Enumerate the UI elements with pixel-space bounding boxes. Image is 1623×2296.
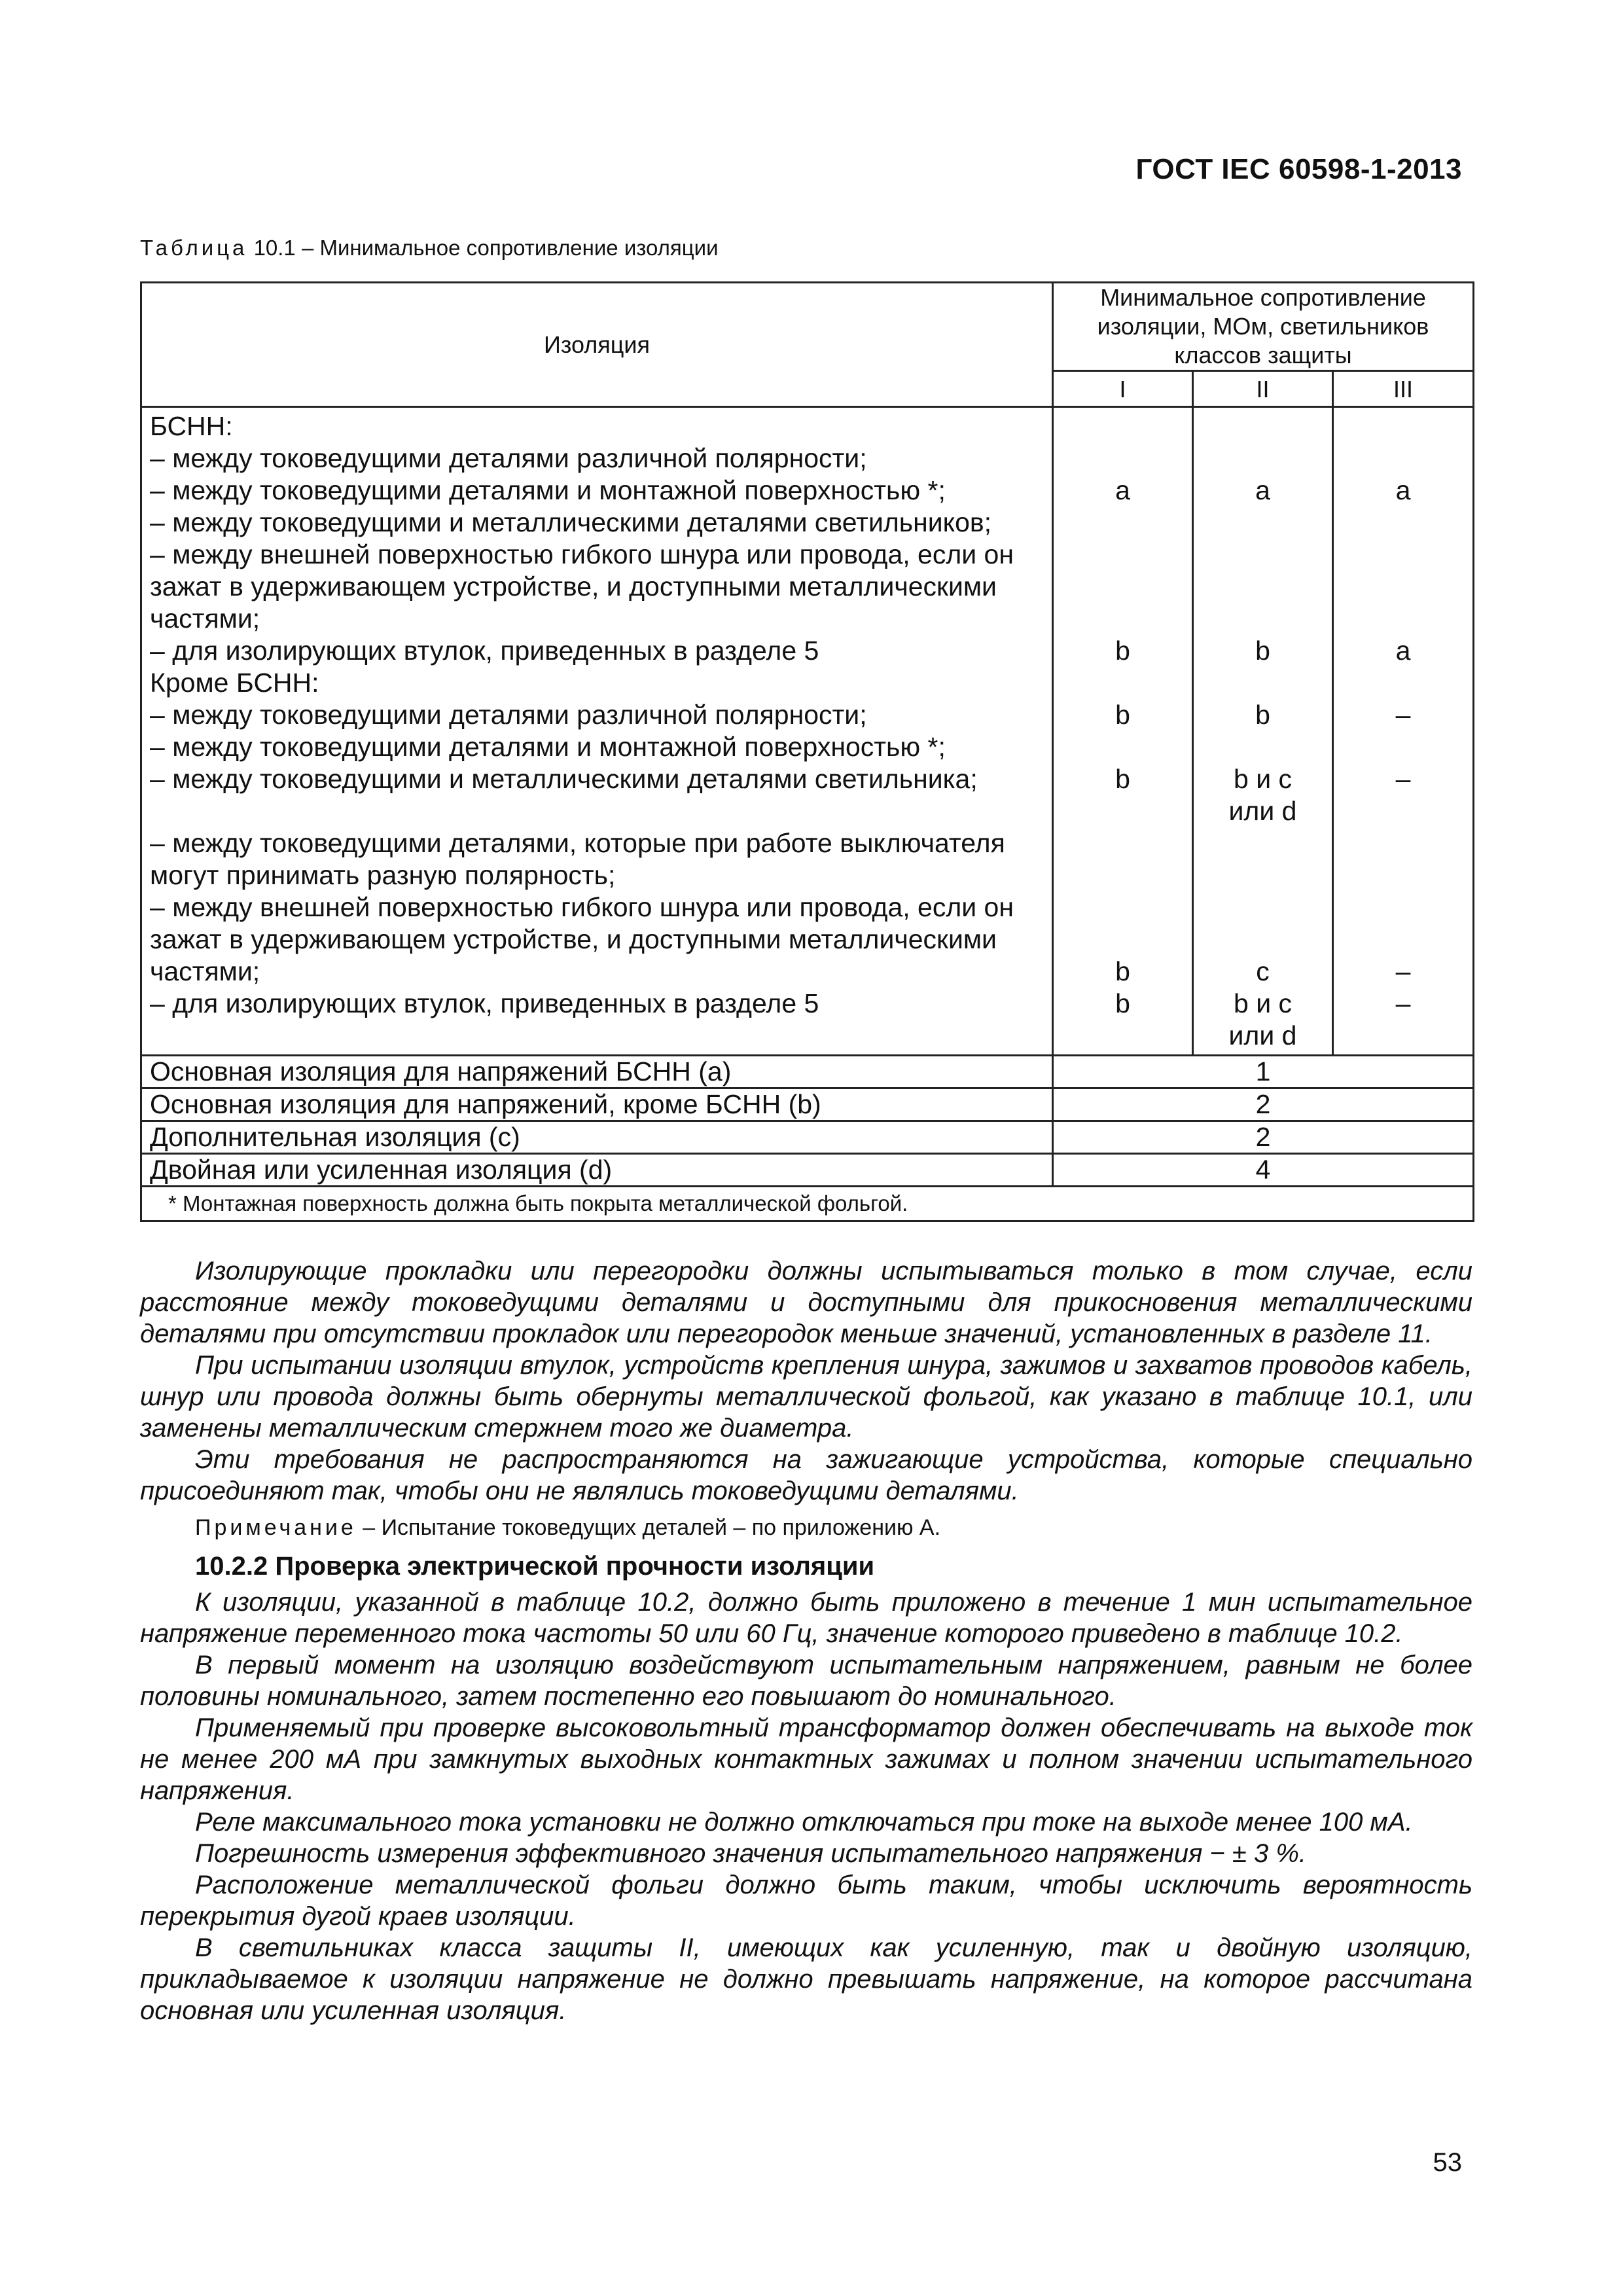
insulation-resistance-table: [140, 281, 1474, 1222]
paragraph: В первый момент на изоляцию воздействуют испытательным напряжением, равным не более половины номинального, затем постепенно его повышают до номинального.: [140, 1651, 1472, 1711]
summary-value: 2: [1053, 1121, 1474, 1154]
value-cell: b и c или d: [1228, 988, 1297, 1050]
note-label: Примечание: [195, 1515, 357, 1540]
value-cell: a: [1115, 475, 1130, 505]
value-cell: –: [1395, 956, 1411, 986]
paragraph: Погрешность измерения эффективного значения испытательного напряжения − ± 3 %.: [195, 1839, 1307, 1868]
summary-value: 2: [1053, 1088, 1474, 1121]
paragraph: Изолирующие прокладки или перегородки должны испытываться только в том случае, если расстояние между токоведущими деталями и доступными для прикосновения металлическими деталями при отсутствии прокладок или перегородок меньше значений, установленных в разделе 11.: [140, 1257, 1472, 1348]
table-footnote-row: [141, 1187, 1474, 1221]
row-text: – между токоведущими и металлическими деталями светильника;: [150, 764, 978, 794]
value-cell: b: [1115, 988, 1130, 1018]
row-text: – между токоведущими и металлическими деталями светильников;: [150, 507, 992, 537]
section-heading: 10.2.2 Проверка электрической прочности изоляции: [195, 1552, 875, 1581]
row-text: – между токоведущими деталями, которые при работе выключателя могут принимать разную полярность;: [150, 828, 1005, 890]
value-cell: –: [1395, 700, 1411, 730]
value-cell: c: [1256, 956, 1270, 986]
summary-row: [141, 1154, 1474, 1187]
page-number: 53: [1433, 2148, 1462, 2177]
table-header-row: [141, 283, 1474, 371]
table-caption-text: 10.1 – Минимальное сопротивление изоляции: [253, 236, 719, 260]
paragraph: К изоляции, указанной в таблице 10.2, должно быть приложено в течение 1 мин испытательное напряжение переменного тока частоты 50 или 60 Гц, значение которого приведено в таблице 10.2.: [140, 1588, 1472, 1648]
row-text: БСНН:: [150, 411, 233, 441]
summary-row: [141, 1088, 1474, 1121]
value-cell: a: [1395, 475, 1411, 505]
table-footnote: * Монтажная поверхность должна быть покрыта металлической фольгой.: [141, 1187, 1474, 1221]
header-resistance: Минимальное сопротивление изоляции, МОм, светильников классов защиты: [1053, 283, 1474, 371]
row-text: Кроме БСНН:: [150, 668, 319, 698]
value-cell: b: [1115, 636, 1130, 666]
value-cell: b: [1255, 700, 1270, 730]
class-3-values: [1333, 407, 1474, 1056]
body-text: [140, 1255, 1472, 2026]
value-cell: b и c или d: [1228, 764, 1297, 826]
row-text: – между токоведущими деталями и монтажной поверхностью *;: [150, 475, 946, 505]
paragraph: В светильниках класса защиты II, имеющих как усиленную, так и двойную изоляцию, прикладываемое к изоляции напряжение не должно превышать напряжение, на которое рассчитана основная или усиленная изоляция.: [140, 1933, 1472, 2025]
summary-value: 1: [1053, 1056, 1474, 1088]
header-class-1: I: [1053, 371, 1193, 407]
paragraph: Эти требования не распространяются на зажигающие устройства, которые специально присоединяют так, чтобы они не являлись токоведущими деталями.: [140, 1445, 1472, 1505]
value-cell: –: [1395, 988, 1411, 1018]
summary-row: [141, 1121, 1474, 1154]
table-caption: [140, 236, 719, 260]
summary-label: Основная изоляция для напряжений БСНН (a): [141, 1056, 1053, 1088]
row-text: – между токоведущими деталями и монтажной поверхностью *;: [150, 732, 946, 762]
paragraph: Реле максимального тока установки не должно отключаться при токе на выходе менее 100 мА.: [195, 1808, 1413, 1837]
value-cell: b: [1255, 636, 1270, 666]
summary-label: Дополнительная изоляция (c): [141, 1121, 1053, 1154]
summary-row: [141, 1056, 1474, 1088]
note: [140, 1512, 1472, 1543]
header-class-3: III: [1333, 371, 1474, 407]
class-2-values: [1193, 407, 1333, 1056]
note-text: – Испытание токоведущих деталей – по приложению А.: [363, 1515, 941, 1540]
table-caption-label: Таблица: [140, 236, 248, 260]
value-cell: b: [1115, 700, 1130, 730]
summary-value: 4: [1053, 1154, 1474, 1187]
value-cell: b: [1115, 956, 1130, 986]
value-cell: a: [1395, 636, 1411, 666]
value-cell: –: [1395, 764, 1411, 794]
paragraph: Расположение металлической фольги должно быть таким, чтобы исключить вероятность перекрытия дугой краев изоляции.: [140, 1871, 1472, 1931]
row-text: – между токоведущими деталями различной полярности;: [150, 443, 867, 473]
value-cell: b: [1115, 764, 1130, 794]
header-insulation: Изоляция: [141, 283, 1053, 407]
document-code: ГОСТ IEC 60598-1-2013: [1135, 153, 1462, 185]
row-text: – между токоведущими деталями различной полярности;: [150, 700, 867, 730]
table-body-row: [141, 407, 1474, 1056]
paragraph: Применяемый при проверке высоковольтный трансформатор должен обеспечивать на выходе ток не менее 200 мА при замкнутых выходных контактных зажимах и полном значении испытательного напряжения.: [140, 1713, 1472, 1805]
paragraph: При испытании изоляции втулок, устройств крепления шнура, зажимов и захватов проводов кабель, шнур или провода должны быть обернуты металлической фольгой, как указано в таблице 10.1, или заменены металлическим стержнем того же диаметра.: [140, 1351, 1472, 1443]
row-text: – между внешней поверхностью гибкого шнура или провода, если он зажат в удерживающем устройстве, и доступными металлическими частями;: [150, 539, 1014, 634]
insulation-description-cell: [141, 407, 1053, 1056]
summary-label: Двойная или усиленная изоляция (d): [141, 1154, 1053, 1187]
value-cell: a: [1255, 475, 1270, 505]
header-class-2: II: [1193, 371, 1333, 407]
row-text: – для изолирующих втулок, приведенных в разделе 5: [150, 988, 819, 1018]
class-1-values: [1053, 407, 1193, 1056]
row-text: – для изолирующих втулок, приведенных в разделе 5: [150, 636, 819, 666]
row-text: – между внешней поверхностью гибкого шнура или провода, если он зажат в удерживающем устройстве, и доступными металлическими частями;: [150, 892, 1014, 986]
summary-label: Основная изоляция для напряжений, кроме БСНН (b): [141, 1088, 1053, 1121]
